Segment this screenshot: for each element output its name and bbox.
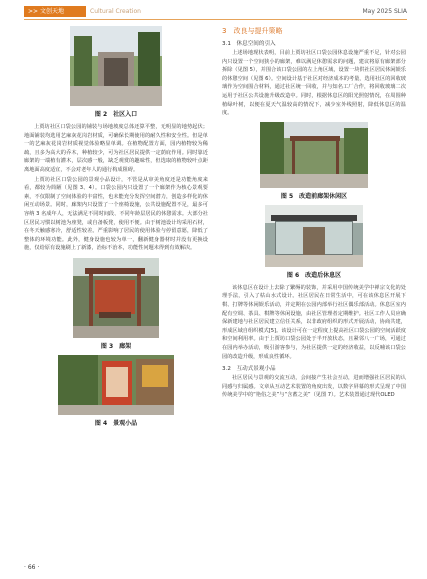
- figure-3-caption: 图 3 廊架: [100, 342, 132, 350]
- section-heading: 3 改良与提升策略: [222, 27, 283, 35]
- subsection-heading: 3.1 休息空间的引入: [222, 41, 276, 47]
- subsection-heading: 3.2 互动式景观小品: [222, 366, 276, 373]
- paragraph: 上贾坊社区口袋公园的景观小品设计，不管是从审美角度还是功能角度来看，都较为简陋（见图 3、4）。口袋公园内只设置了一个廊架作为核心景观要素，不仅限制了空间体验的丰富性，也未能充分发挥空间潜力，创造多样化的休闲互动场景。同时，廊架内只设置了一个座椅设施，公共设施配置不足，最多可容纳 3 名成年人，无法满足不同时间段、不同年龄层居民的休憩需求。大部分社区居民习惯以树池为座凳，或自备板凳，使用不便。由于树池设计均采用石材，在冬天触感寒冷，舒适性较差。严重影响了居民的使用体验与停留意愿，降低了整体的环境功能。此外，健身设施也较为单一，翻新健身器材时并没有更换设施，仅给原有设施刷上了新漆，治标不治本，功能性问题未得到有效解决。: [24, 176, 208, 252]
- paragraph: 该休息区在设计上去除了繁缛的装饰，并采用中国传统美学中禅宗文化的处理手法，引入了枯山水式设计。社区居民在日常生活中，可在该休息区开展下棋、打牌等休闲娱乐活动，并定期在公园内部举行社区偶乐部活动。休息区室内配有空调、茶具、棋牌等休闲设施，由社区管理者定期维护。社区工作人员应确保新建地与社区居民建立信任关系，以非政府组织的形式开展活动，协商共建，形成区域自组织模式[5]。该设计可在一定程度上提高社区口袋公园的空间活跃度和空间利用率。由于上贾坊口袋公园处于半开放状态，且紧邻八一广场，可通过在园内举办活动，吸引游客参与，为社区提供一定的经济收益，以反哺该口袋公园的改造升级，形成良性循环。: [222, 284, 406, 360]
- figure-2-caption: 图 2 社区入口: [94, 111, 138, 118]
- paragraph: 上贾坊社区口袋公园的铺装与场地坡度总体还算平整，无明显的地势起伏；地面铺装均选用艺麻灰花岗岩材质，可确保长期使用的耐久性和安全性。但是单一的艺麻灰花岗岩材质视觉体验略显单调。在植物配置方面，园内植物较为稀疏，且多为高大的乔木，种植较少，可为社区居民提供一定荫庇作用。同时靠近廊架的一端植有灌木，层次感一般，缺乏观赏的趣味性，但选取的植物较叶点距离地面高度适宜，不会对老年人的通行构成阻碍。: [24, 124, 208, 173]
- section-subtitle: Cultural Creation: [90, 8, 141, 15]
- figure-4-caption: 图 4 景观小品: [94, 419, 138, 427]
- figure-2-photo: [70, 26, 162, 106]
- left-column: [24, 26, 208, 432]
- figure-5-caption: 图 5 改造前廊架休闲区: [280, 192, 348, 200]
- figure-3-photo: [73, 258, 159, 338]
- figure-6-caption: 图 6 改造后休息区: [286, 271, 342, 279]
- figure-5-photo: [260, 122, 368, 188]
- journal-issue: May 2025 SLIA: [362, 8, 407, 15]
- figure-6-photo: [265, 205, 363, 267]
- page-number: · 66 ·: [24, 564, 40, 571]
- right-column: [222, 26, 406, 400]
- figure-4-photo: [58, 355, 174, 415]
- header-divider: [24, 19, 407, 20]
- paragraph: 社区居民与景观的交流互动，会间接产生社会互动，进而增强社区居民的认同感与归属感。文章从互动艺术装置的角度出发，以数字屏幕的形式呈现了中国传统美学中的“艳俗之美”与“含蓄之美”（见图 7）。艺术装置通过现代OLED: [222, 375, 406, 399]
- section-tag: >> 文创天地: [24, 6, 86, 17]
- paragraph: 上述场地现状表明，目前上贾坊社区口袋公园休息设施严重不足，针对公园内只设置一个空间狭小的廊架，难以满足休憩需求的问题，建议将原有廊架部分拆除（见图 5），并围合该口袋公园的左上角区域，设置一块供社区居民休闲娱乐的休憩空间（见图 6）。空间设计基于社区对经济成本的考量，选用社区的回收玻璃作为空间围合材料，通过社区统一回收，并与知名工厂合作，将回收玻璃二次运用于社区公共设施升级改造中。同时，根据休息区的阳光照射情况，在周围种植绿叶树，以便在夏天气温较高的情况下，减少室外线照射，降低休息区的温度。: [222, 50, 406, 117]
